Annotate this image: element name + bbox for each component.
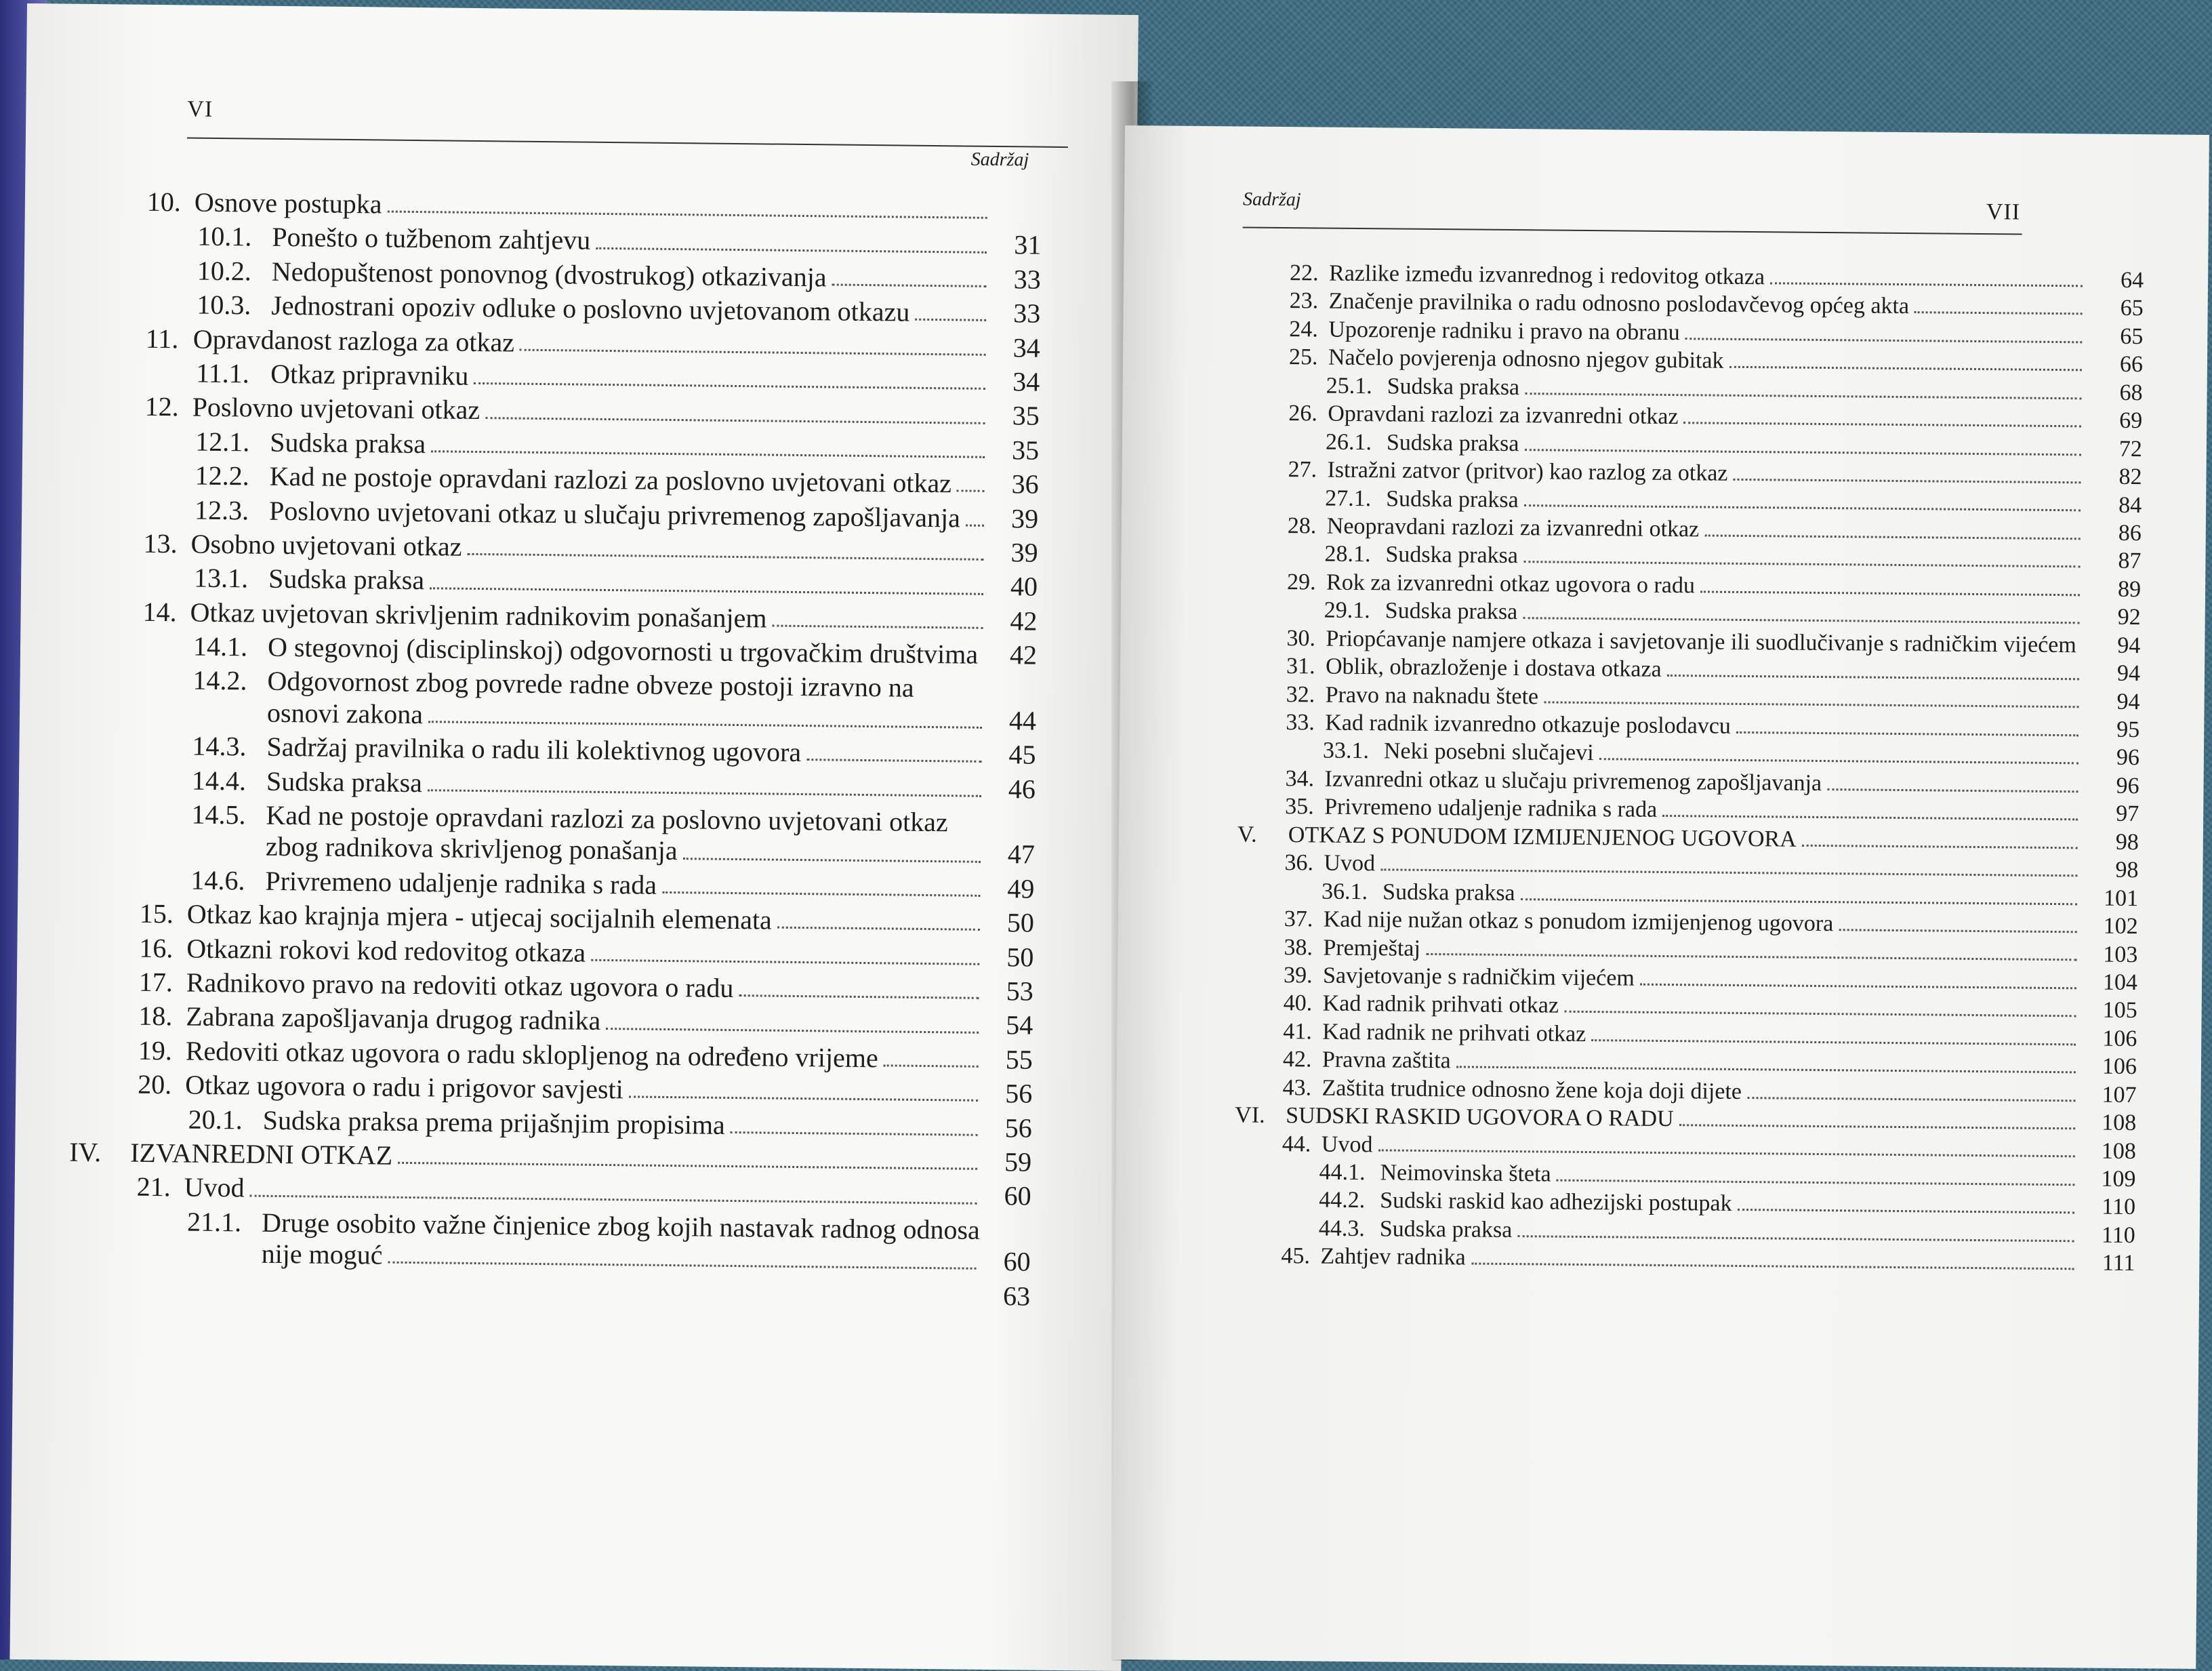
toc-page-number: 104 — [2083, 969, 2137, 996]
toc-entry-number: 42. — [1283, 1046, 1322, 1073]
table-of-contents — [68, 186, 1042, 1315]
toc-entry-number: 31. — [1286, 653, 1326, 680]
toc-entry-title: Otkaz pripravniku — [270, 359, 469, 391]
toc-entry-title: Jednostrani opoziv odluke o poslovno uvjetovanom otkazu — [271, 290, 909, 327]
header-rule — [1243, 227, 2022, 235]
toc-entry-number: 12. — [145, 391, 192, 423]
toc-entry-title: Sudska praksa prema prijašnjim propisima — [263, 1104, 726, 1140]
toc-entry-number: 30. — [1286, 625, 1326, 652]
toc-entry-number: 35. — [1285, 793, 1324, 820]
toc-entry-number: 21. — [136, 1171, 184, 1203]
toc-entry-title: Kad radnik izvanredno otkazuje poslodavcu — [1325, 710, 1731, 739]
toc-leader-dots — [966, 524, 984, 526]
toc-page-number: 42 — [989, 639, 1037, 671]
toc-entry-number: 43. — [1282, 1074, 1322, 1102]
toc-entry-title: Sudska praksa — [268, 563, 424, 595]
toc-page-number: 66 — [2089, 351, 2143, 378]
toc-entry-title: Kad nije nužan otkaz s ponudom izmijenjenog ugovora — [1324, 907, 1834, 937]
toc-page-number — [994, 226, 1042, 227]
toc-entry-number: 14. — [142, 597, 190, 628]
toc-entry-number: 28. — [1288, 512, 1327, 540]
toc-leader-dots — [957, 490, 985, 492]
toc-entry-number: 18. — [138, 1001, 186, 1032]
toc-page-number: 97 — [2085, 801, 2139, 828]
toc-entry-number: 10. — [147, 186, 194, 218]
toc-entry — [73, 798, 1036, 871]
toc-entry-number: 11.1. — [196, 358, 270, 390]
toc-entry-title: Rok za izvanredni otkaz ugovora o radu — [1326, 569, 1695, 598]
toc-page-number: 55 — [985, 1044, 1033, 1076]
toc-entry-number: 29. — [1287, 569, 1326, 596]
toc-entry-title: Upozorenje radniku i pravo na obranu — [1328, 317, 1680, 346]
toc-page-number: 106 — [2083, 1025, 2137, 1052]
toc-entry-title: Kad radnik prihvati otkaz — [1323, 991, 1559, 1018]
toc-entry-title: Otkaz kao krajnja mjera - utjecaj socijalnih elemenata — [187, 899, 772, 935]
toc-entry-number: 20. — [138, 1069, 185, 1101]
toc-entry-number: 12.2. — [194, 460, 269, 493]
toc-page-number: 45 — [988, 739, 1036, 771]
toc-page-number: 98 — [2084, 857, 2138, 884]
toc-page-number: 102 — [2084, 912, 2138, 940]
toc-entry-title: Sudska praksa — [266, 765, 422, 797]
toc-page-number: 111 — [2081, 1250, 2135, 1277]
toc-entry-number: 44. — [1282, 1131, 1322, 1158]
toc-entry-number: 14.3. — [192, 731, 266, 763]
toc-page-number: 65 — [2089, 323, 2143, 350]
toc-entry-number: 27. — [1288, 456, 1327, 483]
toc-entry-title: Kad ne postoje opravdani razlozi za poslovno uvjetovani otkaz zbog radnikova skrivljenog ponašanja — [266, 800, 948, 866]
toc-entry-number: 12.1. — [195, 426, 270, 458]
toc-entry-title: Sudska praksa — [270, 427, 426, 459]
toc-entry-number: 27.1. — [1325, 485, 1386, 512]
toc-entry-title: Pravo na naknadu štete — [1326, 682, 1539, 709]
toc-entry-title: Poslovno uvjetovani otkaz u slučaju privremenog zapošljavanja — [269, 495, 960, 533]
toc-entry-title: Zabrana zapošljavanja drugog radnika — [186, 1001, 600, 1036]
toc-entry-title: SUDSKI RASKID UGOVORA O RADU — [1286, 1103, 1674, 1131]
toc-entry-title: Kad radnik ne prihvati otkaz — [1322, 1019, 1586, 1046]
toc-page-number: 33 — [993, 298, 1040, 329]
toc-page-number: 86 — [2087, 519, 2142, 546]
toc-entry-title: Razlike između izvanrednog i redovitog otkaza — [1329, 261, 1765, 290]
toc-entry-title: Otkaz ugovora o radu i prigovor savjesti — [185, 1070, 623, 1105]
toc-page-number: 53 — [986, 975, 1033, 1007]
toc-entry-title: Neopravdani razlozi za izvanredni otkaz — [1327, 514, 1700, 542]
toc-entry-number: 26.1. — [1326, 428, 1387, 456]
toc-page-number: 49 — [987, 873, 1034, 905]
toc-page-number: 110 — [2081, 1222, 2135, 1249]
toc-entry-number: 24. — [1289, 316, 1328, 343]
toc-entry-number: IV. — [69, 1137, 130, 1169]
toc-page-number: 95 — [2085, 716, 2139, 743]
toc-entry-title: Sudski raskid kao adhezijski postupak — [1380, 1188, 1732, 1217]
toc-entry-title: Otkazni rokovi kod redovitog otkaza — [186, 933, 586, 967]
toc-entry-title: Značenje pravilnika o radu odnosno poslodavčevog općeg akta — [1329, 289, 1910, 319]
toc-page-number: 96 — [2085, 772, 2139, 799]
toc-page-number: 36 — [991, 468, 1038, 500]
toc-entry-title: Sudska praksa — [1387, 374, 1519, 400]
toc-page-number: 54 — [985, 1009, 1033, 1041]
toc-entry — [68, 1270, 1030, 1312]
toc-page-number: 46 — [988, 773, 1036, 805]
toc-entry-title: Osobno uvjetovani otkaz — [190, 528, 462, 561]
right-page — [1111, 125, 2209, 1669]
toc-entry-number: 10.1. — [197, 221, 272, 254]
toc-entry-number: 41. — [1283, 1018, 1322, 1045]
toc-entry-number: 29.1. — [1324, 597, 1385, 624]
toc-entry-number: 13.1. — [194, 563, 268, 595]
toc-page-number: 109 — [2081, 1165, 2135, 1192]
toc-entry-title: Otkaz uvjetovan skrivljenim radnikovim ponašanjem — [190, 597, 766, 633]
toc-page-number: 59 — [984, 1146, 1031, 1178]
toc-page-number: 106 — [2083, 1053, 2137, 1081]
toc-page-number: 84 — [2087, 491, 2142, 519]
toc-page-number: 94 — [2086, 660, 2140, 687]
toc-page-number: 108 — [2082, 1138, 2136, 1165]
table-of-contents — [1233, 260, 2144, 1279]
toc-entry-title: Privremeno udaljenje radnika s rada — [1324, 794, 1657, 822]
running-title: Sadržaj — [970, 149, 1029, 172]
toc-entry-title: Osnove postupka — [194, 187, 382, 220]
toc-entry-title: Druge osobito važne činjenice zbog kojih nastavak radnog odnosa nije moguć — [261, 1207, 980, 1270]
toc-entry-title: Oblik, obrazloženje i dostava otkaza — [1326, 654, 1662, 682]
toc-entry-number: 44.1. — [1319, 1159, 1380, 1186]
toc-entry-title: Načelo povjerenja odnosno njegov gubitak — [1328, 345, 1724, 374]
toc-entry-title: Odgovornost zbog povrede radne obveze postoji izravno na osnovi zakona — [267, 666, 914, 729]
toc-entry-number: 14.6. — [190, 864, 265, 897]
toc-entry-title: Kad ne postoje opravdani razlozi za poslovno uvjetovani otkaz — [269, 461, 951, 499]
toc-entry-title: Zaštita trudnice odnosno žene koja doji dijete — [1322, 1075, 1742, 1104]
toc-page-number: 47 — [987, 839, 1035, 870]
toc-entry-number: 28.1. — [1324, 541, 1385, 568]
toc-entry-number: 39. — [1284, 962, 1323, 989]
toc-entry-title: Uvod — [1324, 851, 1375, 877]
toc-entry-title: Sudska praksa — [1380, 1216, 1513, 1243]
toc-page-number: 31 — [994, 229, 1041, 261]
toc-entry-title: Poslovno uvjetovani otkaz — [192, 392, 480, 425]
toc-page-number: 101 — [2084, 885, 2138, 912]
toc-page-number: 56 — [984, 1112, 1031, 1144]
toc-entry-number: 20.1. — [188, 1104, 263, 1136]
left-page — [9, 3, 1138, 1671]
toc-entry-number: 32. — [1286, 681, 1326, 708]
toc-entry-title: Radnikovo pravo na redoviti otkaz ugovora o radu — [186, 967, 734, 1003]
toc-entry-number: V. — [1237, 821, 1288, 848]
toc-page-number: 94 — [2085, 688, 2139, 715]
toc-page-number: 68 — [2088, 379, 2142, 406]
toc-entry — [68, 1205, 1031, 1278]
toc-entry-title: Uvod — [1322, 1131, 1373, 1157]
toc-entry-number: 17. — [139, 967, 186, 999]
toc-entry — [74, 664, 1037, 737]
toc-entry-title: Zahtjev radnika — [1320, 1244, 1466, 1270]
toc-entry-title: Ponešto o tužbenom zahtjevu — [272, 222, 590, 256]
toc-entry-title: Neki posebni slučajevi — [1384, 739, 1594, 766]
toc-page-number: 107 — [2082, 1081, 2136, 1108]
toc-entry-number: 44.2. — [1319, 1187, 1380, 1214]
toc-page-number: 35 — [991, 400, 1039, 432]
toc-page-number: 50 — [986, 941, 1033, 973]
toc-entry-number: 33. — [1286, 709, 1325, 736]
toc-page-number: 33 — [994, 264, 1041, 296]
toc-page-number: 63 — [983, 1280, 1030, 1312]
toc-page-number: 94 — [2086, 632, 2140, 659]
toc-page-number: 34 — [993, 332, 1040, 364]
toc-entry-number: 22. — [1290, 260, 1329, 287]
toc-entry-title: Privremeno udaljenje radnika s rada — [265, 866, 657, 900]
toc-entry-title: Nedopuštenost ponovnog (dvostrukog) otkazivanja — [272, 256, 827, 293]
toc-page-number: 108 — [2082, 1110, 2136, 1137]
toc-entry-number: 36. — [1284, 849, 1324, 877]
toc-page-number: 96 — [2085, 744, 2139, 771]
toc-page-number: 103 — [2083, 941, 2137, 968]
toc-entry-number: 14.5. — [191, 799, 266, 832]
toc-page-number: 50 — [987, 907, 1034, 939]
toc-entry-number: 12.3. — [194, 494, 269, 527]
toc-entry-number: VI. — [1235, 1102, 1286, 1129]
toc-entry-title: Opravdani razlozi za izvanredni otkaz — [1328, 401, 1679, 430]
toc-page-number: 105 — [2083, 997, 2137, 1024]
toc-entry-number: 19. — [138, 1035, 186, 1067]
toc-page-number: 34 — [992, 366, 1040, 398]
toc-entry-number: 15. — [140, 898, 187, 930]
toc-entry-title: Savjetovanje s radničkim vijećem — [1323, 963, 1635, 991]
toc-page-number: 60 — [983, 1180, 1031, 1212]
toc-entry-title: Sudska praksa — [1385, 599, 1518, 625]
toc-entry-title: Sudska praksa — [1386, 486, 1519, 512]
toc-entry-number: 21.1. — [187, 1206, 262, 1239]
toc-entry-title: Pravna zaštita — [1322, 1047, 1451, 1074]
toc-page-number: 60 — [983, 1246, 1030, 1278]
toc-entry-number: 33.1. — [1323, 738, 1384, 765]
toc-entry-number: 44.3. — [1319, 1215, 1380, 1242]
toc-entry-number: 14.4. — [192, 765, 266, 797]
toc-entry-number: 40. — [1284, 990, 1323, 1017]
toc-page-number: 92 — [2087, 604, 2141, 631]
toc-entry-number: 10.2. — [197, 255, 272, 287]
toc-entry-number: 38. — [1284, 934, 1323, 961]
toc-entry-title: Sudska praksa — [1387, 430, 1519, 456]
toc-entry-number: 36.1. — [1322, 878, 1382, 905]
toc-entry-title: Opravdanost razloga za otkaz — [193, 323, 515, 357]
running-title: Sadržaj — [1243, 189, 1301, 212]
toc-entry-number — [186, 1296, 261, 1297]
toc-entry-title: O stegovnoj (disciplinskoj) odgovornosti u trgovačkim društvima — [268, 632, 978, 670]
toc-page-number: 72 — [2088, 435, 2142, 462]
toc-page-number: 69 — [2088, 407, 2142, 435]
toc-entry-number: 26. — [1288, 400, 1328, 427]
toc-page-number: 56 — [985, 1078, 1032, 1110]
toc-entry-title: Redoviti otkaz ugovora o radu sklopljenog na određeno vrijeme — [186, 1035, 878, 1073]
toc-entry-number: 10.3. — [197, 289, 271, 322]
toc-page-number: 89 — [2087, 576, 2141, 603]
page-number: VI — [187, 96, 213, 122]
toc-entry-number: 37. — [1284, 906, 1324, 933]
toc-entry-number: 23. — [1290, 288, 1329, 315]
toc-entry-title: Uvod — [184, 1172, 244, 1203]
toc-entry-title: Sadržaj pravilnika o radu ili kolektivnog ugovora — [266, 731, 801, 767]
toc-entry-number: 13. — [143, 528, 190, 560]
toc-page-number: 40 — [990, 571, 1038, 603]
toc-entry-number: 11. — [146, 323, 193, 355]
toc-entry-title: Priopćavanje namjere otkaza i savjetovanje ili suodlučivanje s radničkim vijećem — [1326, 626, 2076, 658]
toc-page-number: 44 — [989, 705, 1036, 737]
toc-page-number: 39 — [991, 502, 1038, 534]
toc-entry-title: Sudska praksa — [1382, 879, 1515, 906]
toc-page-number: 64 — [2089, 266, 2144, 294]
toc-page-number: 39 — [990, 537, 1038, 569]
toc-entry-title: Premještaj — [1323, 935, 1420, 961]
toc-entry-title: IZVANREDNI OTKAZ — [130, 1138, 392, 1171]
toc-entry-number: 14.2. — [192, 665, 267, 698]
toc-page-number: 65 — [2089, 295, 2144, 322]
header-rule — [187, 137, 1068, 148]
toc-page-number: 82 — [2087, 463, 2142, 490]
toc-entry-title: Sudska praksa — [1385, 542, 1518, 569]
toc-page-number: 98 — [2085, 828, 2139, 855]
toc-page-number: 110 — [2081, 1194, 2135, 1221]
toc-entry-title: OTKAZ S PONUDOM IZMIJENJENOG UGOVORA — [1288, 822, 1797, 852]
toc-entry-number: 34. — [1285, 765, 1324, 792]
toc-page-number: 87 — [2087, 548, 2141, 575]
toc-entry-number: 25. — [1289, 344, 1328, 371]
toc-entry-number: 14.1. — [193, 631, 268, 664]
toc-entry-number: 16. — [139, 932, 186, 964]
toc-page-number: 35 — [991, 435, 1039, 466]
toc-entry-title: Istražni zatvor (pritvor) kao razlog za otkaz — [1327, 458, 1727, 486]
toc-page-number: 42 — [989, 605, 1037, 637]
page-number: VII — [1986, 199, 2021, 225]
toc-entry-title: Neimovinska šteta — [1380, 1160, 1551, 1186]
toc-entry-number: 45. — [1281, 1243, 1320, 1270]
toc-entry-title: Izvanredni otkaz u slučaju privremenog zapošljavanja — [1324, 766, 1822, 795]
toc-entry-number: 25.1. — [1326, 372, 1387, 399]
